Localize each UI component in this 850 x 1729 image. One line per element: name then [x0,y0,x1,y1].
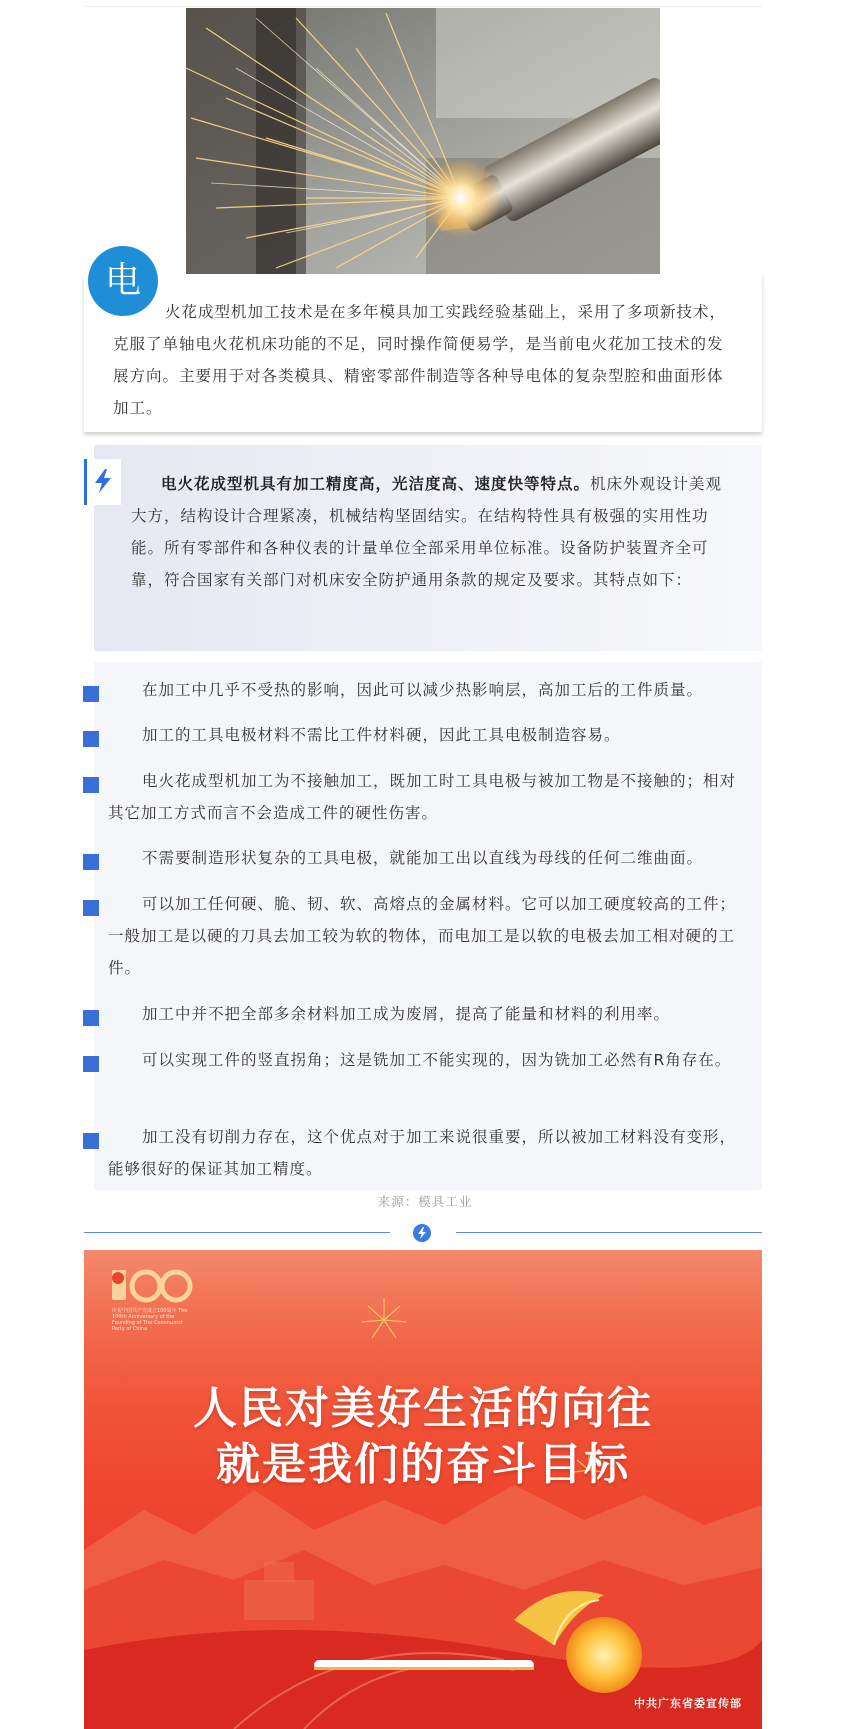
list-bullet [83,1133,99,1149]
list-item: 加工没有切削力存在，这个优点对于加工来说很重要，所以被加工材料没有变形，能够很好的保证其加工精度。 [108,1128,737,1178]
list-item: 加工中并不把全部多余材料加工成为废屑，提高了能量和材料的利用率。 [142,1005,671,1023]
poster-credit: 中共广东省委宣传部 [634,1697,742,1710]
list-bullet [83,1010,99,1026]
poster-logo-caption: 庆祝中国共产党成立100周年 The 100th Anniversary of the Founding of The Communist Party of China [112,1308,188,1332]
divider-lightning-icon [413,1224,431,1242]
list-item: 可以加工任何硬、脆、韧、软、高熔点的金属材料。它可以加工硬度较高的工件；一般加工是以硬的刀具去加工较为软的物体，而电加工是以软的电极去加工相对硬的工件。 [108,895,737,977]
lightning-icon [92,468,114,494]
top-divider [84,6,762,7]
source-credit: 来源：模具工业 [377,1194,473,1209]
laser-machining-photo [186,8,660,275]
list-bullet [83,686,99,702]
intro-paragraph: 火花成型机加工技术是在多年模具加工实践经验基础上，采用了多项新技术，克服了单轴电火花机床功能的不足，同时操作简便易学，是当前电火花加工技术的发展方向。主要用于对各类模具、精密零部件制造等各种导电体的复杂型腔和曲面形体加工。 [113,303,727,417]
feature-paragraph [131,468,731,596]
propaganda-poster [84,1250,762,1729]
poster-headline-1: 人民对美好生活的向往 [193,1383,653,1434]
list-bullet [83,777,99,793]
list-bullet [83,1056,99,1072]
intro-badge: 电 [88,246,158,316]
feature-body: 机床外观设计美观大方，结构设计合理紧凑，机械结构坚固结实。在结构特性具有极强的实用性功能。所有零部件和各种仪表的计量单位全部采用单位标准。设备防护装置齐全可靠，符合国家有关部门对机床安全防护通用条款的规定及要求。其特点如下： [131,475,723,589]
feature-tab [84,459,121,505]
list-bullet [83,854,99,870]
laser-photo-illustration [186,8,660,275]
list-item: 在加工中几乎不受热的影响，因此可以减少热影响层，高加工后的工件质量。 [142,681,704,699]
divider-left [84,1232,390,1233]
divider-right [456,1232,762,1233]
poster-headline-2: 就是我们的奋斗目标 [216,1439,630,1490]
list-item: 可以实现工件的竖直拐角；这是铣加工不能实现的，因为铣加工必然有R角存在。 [142,1051,732,1069]
list-bullet [83,731,99,747]
list-item: 加工的工具电极材料不需比工件材料硬，因此工具电极制造容易。 [142,726,621,744]
list-item: 电火花成型机加工为不接触加工，既加工时工具电极与被加工物是不接触的；相对其它加工方式而言不会造成工件的硬性伤害。 [108,772,737,822]
list-item: 不需要制造形状复杂的工具电极，就能加工出以直线为母线的任何二维曲面。 [142,849,704,867]
list-bullet [83,900,99,916]
feature-bold: 电火花成型机具有加工精度高，光洁度高、速度快等特点。 [161,475,591,493]
